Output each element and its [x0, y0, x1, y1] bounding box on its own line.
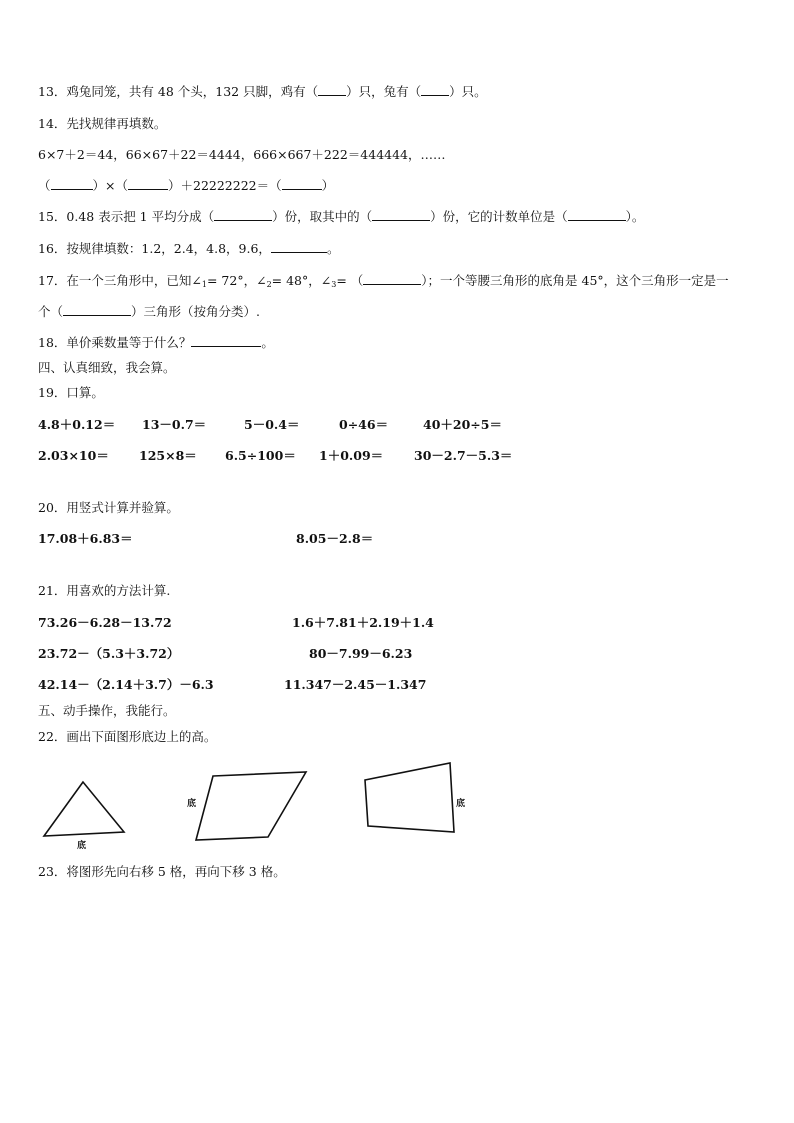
- q13-text-c: ）只。: [449, 84, 487, 99]
- q21-item: 80－7.99－6.23: [309, 646, 413, 661]
- q19-item: 0÷46＝: [339, 417, 389, 432]
- q17-text-c: = 48°，∠: [271, 273, 332, 288]
- q14-paren-b: ）×（: [92, 178, 128, 193]
- q17-sub-1: 1: [201, 280, 207, 289]
- q15-text-b: ）份，取其中的（: [272, 209, 373, 224]
- q14-paren-d: ）: [321, 178, 335, 193]
- q15-text-d: ）。: [625, 209, 645, 224]
- q14-pattern: 6×7＋2＝44，66×67＋22＝4444，666×667＋222＝444444，……: [38, 147, 446, 162]
- q19-item: 1＋0.09＝: [319, 448, 384, 463]
- q17-sub-2: 2: [266, 280, 272, 289]
- triangle-shape: [44, 782, 124, 836]
- q19-item: 2.03×10＝: [38, 448, 109, 463]
- q20-title: 20．用竖式计算并验算。: [38, 500, 179, 515]
- q16-text: 16．按规律填数：1.2，2.4，4.8，9.6，: [38, 241, 271, 256]
- trapezoid-shape: [365, 763, 454, 832]
- q20-item: 17.08＋6.83＝: [38, 531, 133, 546]
- q21-item: 42.14－（2.14＋3.7）－6.3: [38, 677, 214, 692]
- q19-item: 4.8＋0.12＝: [38, 417, 116, 432]
- q14-title: 14．先找规律再填数。: [38, 116, 167, 131]
- section-5-heading: 五、动手操作，我能行。: [38, 703, 176, 718]
- q19-item: 30－2.7－5.3＝: [414, 448, 513, 463]
- q14-paren-c: ）＋22222222＝（: [168, 178, 282, 193]
- q21-item: 23.72－（5.3＋3.72）: [38, 646, 180, 661]
- q17-text-d: = （: [336, 273, 364, 288]
- q17-text-g: ）三角形（按角分类）.: [131, 304, 260, 319]
- q23-title: 23．将图形先向右移 5 格，再向下移 3 格。: [38, 864, 286, 879]
- q22-title: 22．画出下面图形底边上的高。: [38, 729, 217, 744]
- q20-item: 8.05－2.8＝: [296, 531, 374, 546]
- q13-text-a: 13．鸡兔同笼，共有 48 个头，132 只脚，鸡有（: [38, 84, 319, 99]
- q19-title: 19．口算。: [38, 385, 104, 400]
- q13-text-b: ）只，兔有（: [346, 84, 422, 99]
- q17-text-f: 个（: [38, 304, 64, 319]
- q17-text-e: ）；一个等腰三角形的底角是 45°，这个三角形一定是一: [421, 273, 729, 288]
- q21-item: 73.26－6.28－13.72: [38, 615, 172, 630]
- q16-end: 。: [326, 241, 340, 256]
- q17-sub-3: 3: [331, 280, 337, 289]
- q21-item: 11.347－2.45－1.347: [284, 677, 427, 692]
- q19-item: 5－0.4＝: [244, 417, 300, 432]
- q17-text-b: = 72°，∠: [206, 273, 267, 288]
- q19-item: 40＋20÷5＝: [423, 417, 502, 432]
- q17-text-a: 17．在一个三角形中，已知∠: [38, 273, 202, 288]
- q18-text: 18．单价乘数量等于什么？: [38, 335, 192, 350]
- q14-paren-a: （: [38, 178, 51, 193]
- parallelogram-base-label: 底: [187, 799, 197, 809]
- q19-item: 125×8＝: [139, 448, 197, 463]
- section-4-heading: 四、认真细致，我会算。: [38, 360, 176, 375]
- triangle-base-label: 底: [77, 841, 87, 851]
- q21-title: 21．用喜欢的方法计算.: [38, 583, 171, 598]
- q15-text-c: ）份，它的计数单位是（: [430, 209, 568, 224]
- q15-text-a: 15．0.48 表示把 1 平均分成（: [38, 209, 215, 224]
- q19-item: 13－0.7＝: [142, 417, 207, 432]
- q18-end: 。: [261, 335, 274, 350]
- q21-item: 1.6＋7.81＋2.19＋1.4: [292, 615, 434, 630]
- parallelogram-shape: [196, 772, 306, 840]
- q19-item: 6.5÷100＝: [225, 448, 296, 463]
- trapezoid-base-label: 底: [456, 799, 466, 809]
